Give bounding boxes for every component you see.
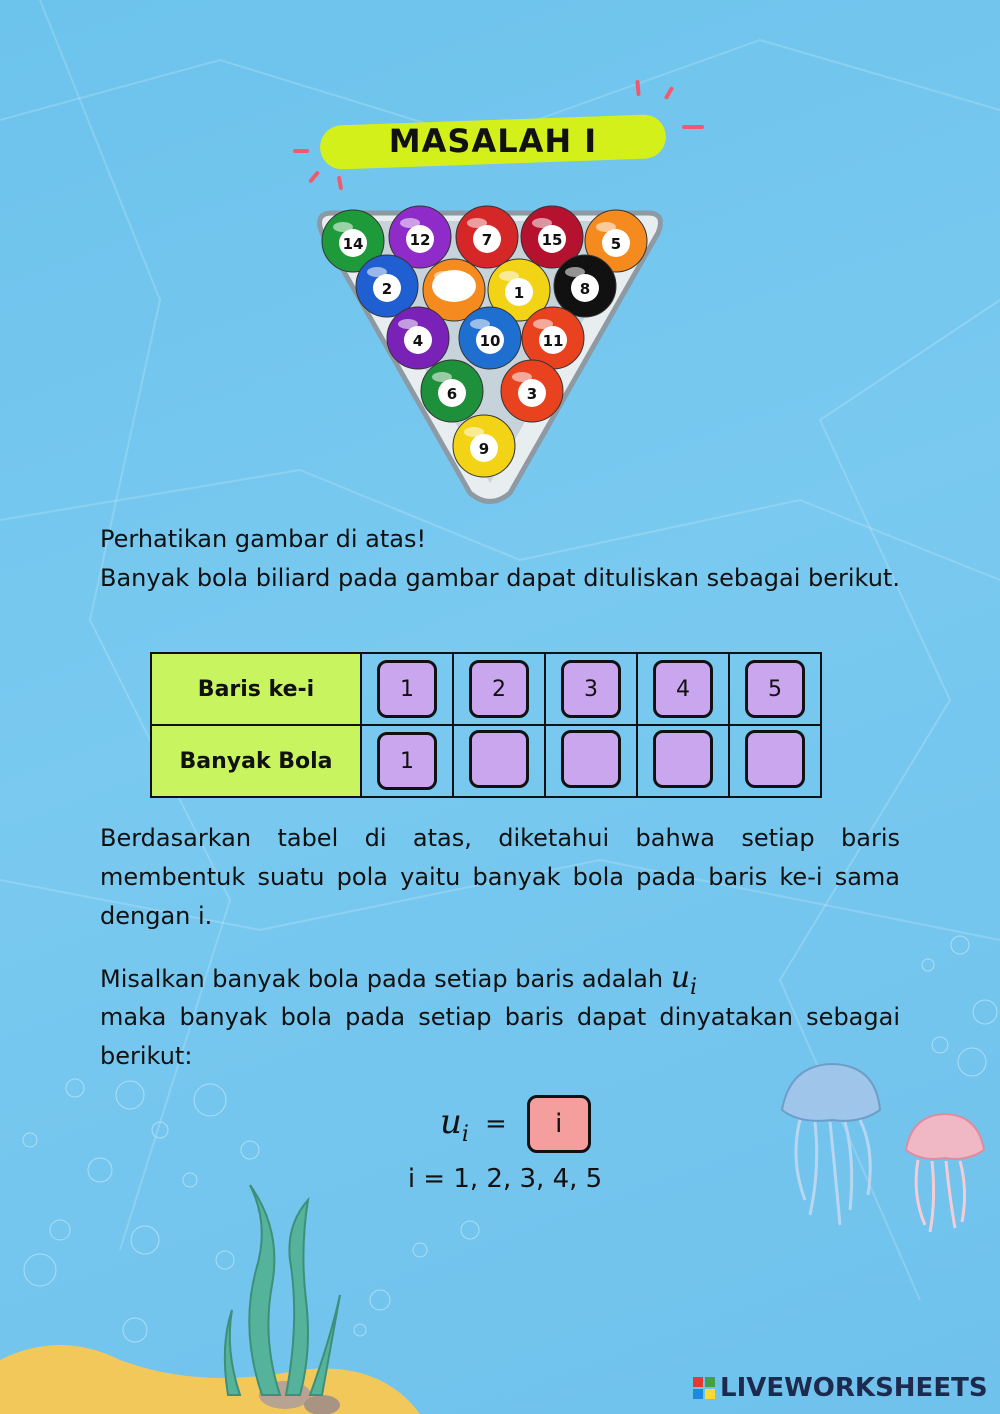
ball-number: 2 xyxy=(381,280,393,298)
ball-number: 6 xyxy=(446,385,458,403)
jellyfish-pink-decoration xyxy=(906,1114,984,1232)
liveworksheets-logo-icon xyxy=(692,1376,716,1400)
ball-number: 7 xyxy=(481,231,493,249)
intro-line-2: Banyak bola biliard pada gambar dapat dituliskan sebagai berikut. xyxy=(100,564,900,592)
ball-number: 3 xyxy=(526,385,538,403)
row-label-baris: Baris ke-i xyxy=(151,653,361,725)
baris-value-1: 1 xyxy=(377,660,437,718)
u-i-symbol: $u_i$ xyxy=(670,960,698,1000)
banyak-bola-input-2[interactable] xyxy=(469,730,529,788)
sparkle-decoration xyxy=(337,176,343,190)
ball-number: 5 xyxy=(610,235,622,253)
row-label-banyak-bola: Banyak Bola xyxy=(151,725,361,797)
liveworksheets-logo xyxy=(692,1371,988,1405)
formula-u-i: $u_i$ xyxy=(440,1101,469,1147)
sparkle-decoration xyxy=(664,86,674,100)
answer-box[interactable]: i xyxy=(527,1095,591,1153)
page-title: MASALAH I xyxy=(388,122,598,160)
ball-stripe xyxy=(432,270,476,302)
banyak-bola-input-3[interactable] xyxy=(561,730,621,788)
paragraph-pattern: Berdasarkan tabel di atas, diketahui bahwa setiap baris membentuk suatu pola yaitu banyak bola pada baris ke-i sama dengan i. xyxy=(100,824,900,930)
ball-number: 11 xyxy=(542,332,564,350)
sparkle-decoration xyxy=(635,80,640,96)
paragraph-misalkan-rest: maka banyak bola pada setiap baris dapat dinyatakan sebagai berikut: xyxy=(100,1003,900,1070)
sparkle-decoration xyxy=(293,149,309,153)
ball-number: 9 xyxy=(478,440,490,458)
baris-value-3: 3 xyxy=(561,660,621,718)
banyak-bola-input-5[interactable] xyxy=(745,730,805,788)
misalkan-text: Misalkan banyak bola pada setiap baris adalah xyxy=(100,965,664,993)
baris-value-2: 2 xyxy=(469,660,529,718)
sand-decoration xyxy=(0,1345,420,1414)
seaweed-decoration xyxy=(225,1185,340,1395)
logo-text: LIVEWORKSHEETS xyxy=(720,1373,988,1403)
intro-line-1: Perhatikan gambar di atas! xyxy=(100,525,427,553)
ball-number: 1 xyxy=(513,284,525,302)
baris-value-4: 4 xyxy=(653,660,713,718)
ball-number: 8 xyxy=(579,280,591,298)
banyak-bola-input-4[interactable] xyxy=(653,730,713,788)
billiard-rack-image xyxy=(310,205,670,505)
formula-row xyxy=(440,1094,591,1154)
index-range: i = 1, 2, 3, 4, 5 xyxy=(407,1164,603,1194)
jellyfish-blue-decoration xyxy=(782,1064,880,1225)
ball-number: 4 xyxy=(412,332,424,350)
title-banner xyxy=(320,112,666,168)
ball-number: 14 xyxy=(342,235,364,253)
banyak-bola-value-1: 1 xyxy=(377,732,437,790)
sparkle-decoration xyxy=(682,125,704,129)
sparkle-decoration xyxy=(308,170,320,183)
ball-number: 12 xyxy=(409,231,431,249)
ball-number: 10 xyxy=(479,332,501,350)
equals-sign: = xyxy=(484,1109,507,1139)
ball-number: 15 xyxy=(541,231,563,249)
baris-value-5: 5 xyxy=(745,660,805,718)
pattern-table xyxy=(150,652,822,798)
